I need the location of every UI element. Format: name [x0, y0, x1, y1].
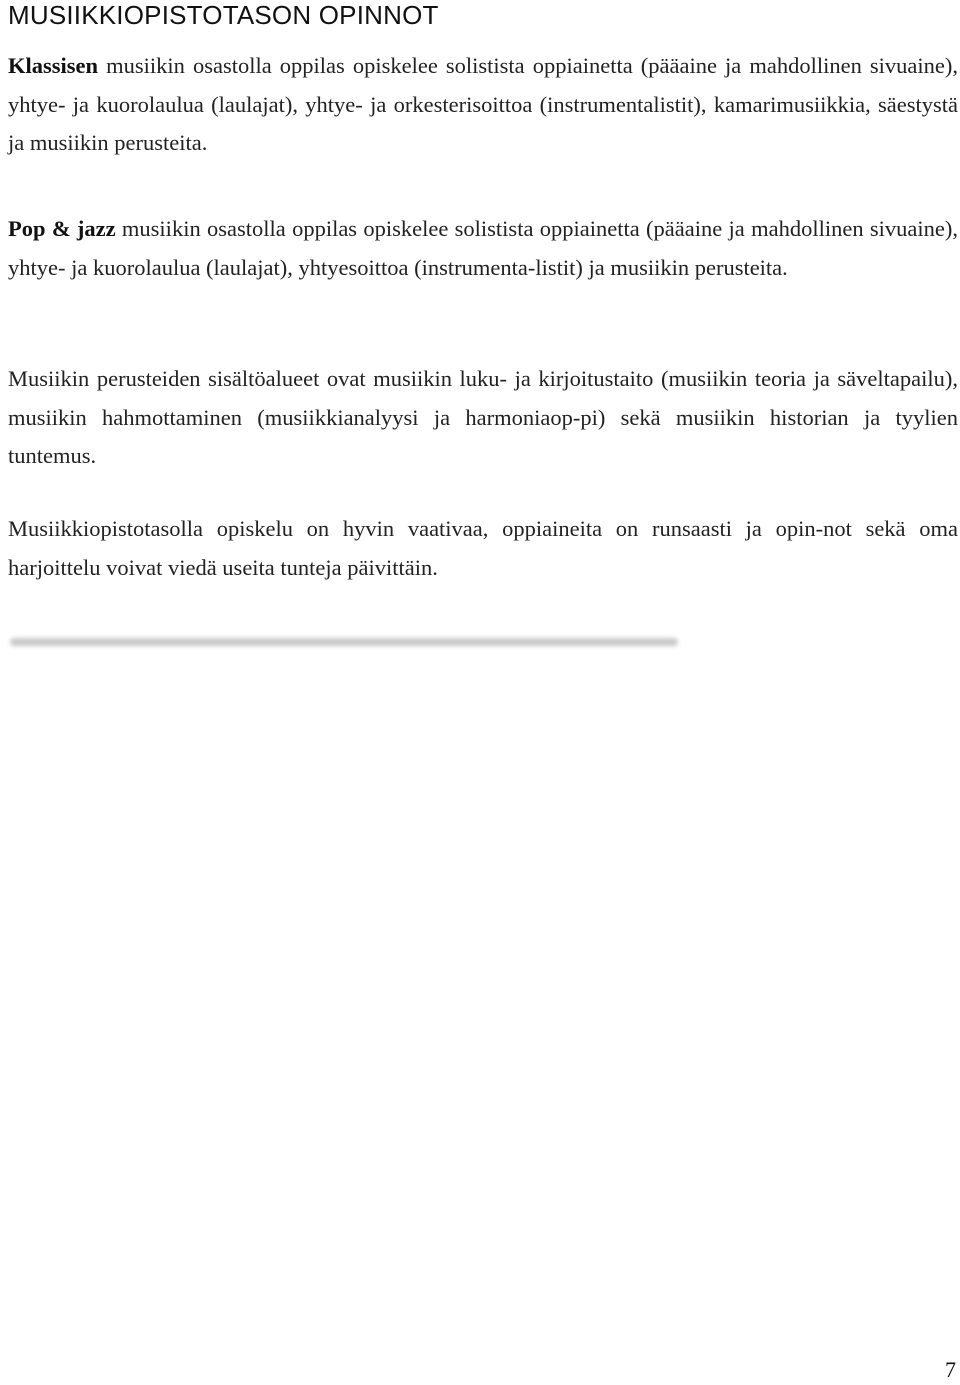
- paragraph-pop-jazz: [8, 210, 958, 287]
- paragraph-study-demands: Musiikkiopistotasolla opiskelu on hyvin vaativaa, oppiaineita on runsaasti ja opin-not sekä oma harjoittelu voivat viedä useita tunteja päivittäin.: [8, 516, 958, 580]
- paragraph-lead-classical: Klassisen: [8, 53, 99, 78]
- paragraph-text-classical: musiikin osastolla oppilas opiskelee solistista oppiainetta (pääaine ja mahdollinen sivuaine), yhtye- ja kuorolaulua (laulajat), yhtye- ja orkesterisoittoa (instrumentalistit), kamarimusiikkia, säestystä ja musiikin perusteita.: [8, 53, 958, 155]
- paragraph-text-pop-jazz: musiikin osastolla oppilas opiskelee solistista oppiainetta (pääaine ja mahdollinen sivuaine), yhtye- ja kuorolaulua (laulajat), yhtyesoittoa (instrumenta-listit) ja musiikin perusteita.: [8, 216, 958, 280]
- paragraph-classical: [8, 47, 958, 163]
- paragraph-lead-pop-jazz: Pop & jazz: [8, 216, 116, 241]
- paragraph-music-theory: Musiikin perusteiden sisältöalueet ovat musiikin luku- ja kirjoitustaito (musiikin teoria ja säveltapailu), musiikin hahmottaminen (musiikkianalyysi ja harmoniaop-pi) sekä musiikin historian ja tyylien tuntemus.: [8, 366, 958, 468]
- blurred-text-line: [10, 638, 678, 646]
- page-number: 7: [945, 1357, 956, 1382]
- page-title: MUSIIKKIOPISTOTASON OPINNOT: [8, 0, 439, 30]
